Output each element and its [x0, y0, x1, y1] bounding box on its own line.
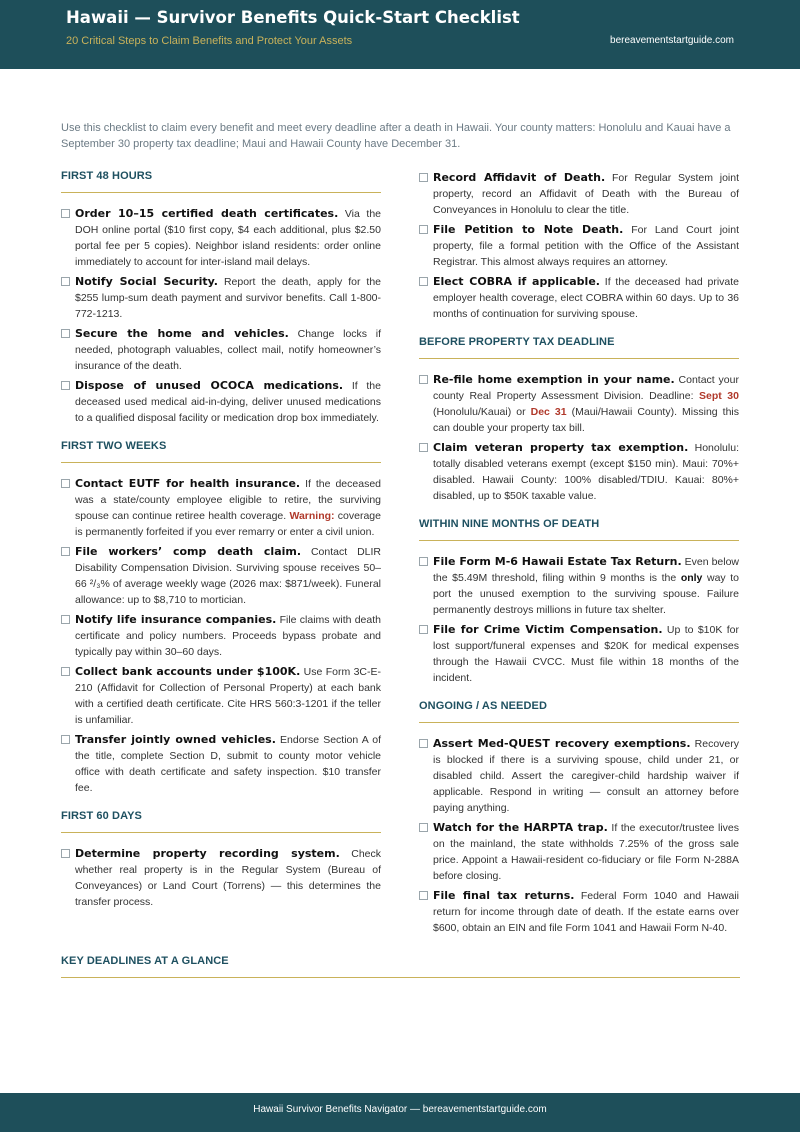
- section-heading-nine-months: WITHIN NINE MONTHS OF DEATH: [419, 518, 739, 541]
- item-text: [75, 378, 381, 426]
- item-text: [433, 170, 739, 218]
- checklist-item[interactable]: [419, 274, 739, 322]
- item-body: Report the death, apply for the $255 lump-sum death payment and survivor benefits. Call 1-800-772-1213.: [75, 276, 382, 320]
- section-heading-key-deadlines: KEY DEADLINES AT A GLANCE: [61, 955, 740, 978]
- item-body-after: (Maui/Hawaii County). Missing this can double your property tax bill.: [433, 406, 739, 434]
- checklist-item[interactable]: [61, 326, 381, 374]
- item-body: Contact DLIR Disability Compensation Division. Surviving spouse receives 50–66 ²/₃% of average weekly wage (2026 max: $871/week). Funeral allowance: up to $8,710 to mortician.: [75, 546, 382, 606]
- checkbox[interactable]: [419, 277, 428, 286]
- item-body: If the deceased was a state/county employee eligible to retire, the surviving spouse can continue retiree health coverage.: [75, 478, 381, 522]
- section-heading-ongoing: ONGOING / AS NEEDED: [419, 700, 739, 723]
- item-body-after: coverage is permanently forfeited if you ever remarry or enter a civil union.: [75, 510, 381, 538]
- item-text: [433, 736, 739, 816]
- item-text: [75, 732, 381, 796]
- checklist-item[interactable]: [61, 732, 381, 796]
- item-lead: Dispose of unused OCOCA medications.: [75, 379, 344, 392]
- section-heading-first-60-days: FIRST 60 DAYS: [61, 810, 381, 833]
- item-lead: Notify Social Security.: [75, 275, 218, 288]
- item-lead: Assert Med-QUEST recovery exemptions.: [433, 737, 691, 750]
- item-body: For Land Court joint property, file a formal petition with the Office of the Assistant Registrar. This almost always requires an attorney.: [433, 224, 739, 268]
- checklist-item[interactable]: [419, 222, 739, 270]
- item-body: Change locks if needed, photograph valuables, collect mail, notify homeowner’s insurance of the death.: [75, 328, 382, 372]
- item-text: [433, 222, 739, 270]
- checklist-item[interactable]: [419, 372, 739, 436]
- intro-text: Use this checklist to claim every benefit and meet every deadline after a death in Hawaii. Your county matters: Honolulu and Kauai have a September 30 property tax deadline; Maui and Hawaii County have December 31.: [61, 122, 731, 150]
- deadline-dec-31: Dec 31: [530, 406, 567, 418]
- item-body: For Regular System joint property, record an Affidavit of Death with the Bureau of Conveyances in Honolulu to clear the title.: [433, 172, 739, 216]
- site-url: bereavementstartguide.com: [610, 35, 734, 46]
- item-lead: Determine property recording system.: [75, 847, 340, 860]
- item-lead: Record Affidavit of Death.: [433, 171, 606, 184]
- checklist-item[interactable]: [419, 888, 739, 936]
- checklist-item[interactable]: [419, 622, 739, 686]
- item-body: Use Form 3C-E-210 (Affidavit for Collection of Personal Property) at each bank with a certified death certificate. Cite HRS 560:3-1201 if the teller is unfamiliar.: [75, 666, 381, 726]
- item-lead: Notify life insurance companies.: [75, 613, 277, 626]
- section-heading-first-two-weeks: FIRST TWO WEEKS: [61, 440, 381, 463]
- checklist-item[interactable]: [61, 612, 381, 660]
- page-subtitle: 20 Critical Steps to Claim Benefits and Protect Your Assets: [66, 35, 353, 47]
- item-text: [433, 274, 739, 322]
- page-title: Hawaii — Survivor Benefits Quick-Start Checklist: [66, 8, 520, 27]
- item-lead: Collect bank accounts under $100K.: [75, 665, 301, 678]
- section-heading-first-48-hours: FIRST 48 HOURS: [61, 170, 381, 193]
- item-body: If the deceased used medical aid-in-dying, deliver unused medications to a qualified disposal facility or medication drop box immediately.: [75, 380, 381, 424]
- item-body: Endorse Section A of the title, complete Section D, submit to county motor vehicle office with death certificate and safety inspection. $10 transfer fee.: [75, 734, 382, 794]
- item-lead: File for Crime Victim Compensation.: [433, 623, 663, 636]
- item-lead: Secure the home and vehicles.: [75, 327, 289, 340]
- checklist-item[interactable]: [61, 378, 381, 426]
- item-lead: File Petition to Note Death.: [433, 223, 624, 236]
- deadline-sept-30: Sept 30: [699, 390, 739, 402]
- item-lead: Contact EUTF for health insurance.: [75, 477, 301, 490]
- item-body: File claims with death certificate and policy numbers. Proceeds bypass probate and typically pay within 30–60 days.: [75, 614, 381, 658]
- item-text: [75, 846, 381, 910]
- item-body: Federal Form 1040 and Hawaii return for income through date of death. If the estate earns over $600, obtain an EIN and file Form 1041 and Hawaii Form N-40.: [433, 890, 739, 934]
- checklist-item[interactable]: [419, 170, 739, 218]
- item-text: [433, 440, 739, 504]
- item-lead: Order 10–15 certified death certificates.: [75, 207, 339, 220]
- item-body-mid: (Honolulu/Kauai) or: [433, 406, 526, 418]
- checkbox[interactable]: [61, 615, 70, 624]
- checkbox[interactable]: [419, 625, 428, 634]
- checkbox[interactable]: [419, 823, 428, 832]
- checklist-item[interactable]: [419, 820, 739, 884]
- item-body: Up to $10K for lost support/funeral expenses and $20K for medical expenses through the Hawaii CVCC. Must file within 18 months of the incident.: [433, 624, 739, 684]
- checkbox[interactable]: [419, 443, 428, 452]
- item-body-after: way to port the unused exemption to the surviving spouse. Failure permanently destroys millions in future tax shelter.: [433, 572, 739, 616]
- item-body: Contact your county Real Property Assessment Division. Deadline:: [433, 374, 739, 402]
- item-lead: Elect COBRA if applicable.: [433, 275, 600, 288]
- item-text: [433, 888, 739, 936]
- checkbox[interactable]: [61, 547, 70, 556]
- left-column: [61, 170, 381, 914]
- checkbox[interactable]: [61, 209, 70, 218]
- checkbox[interactable]: [61, 381, 70, 390]
- checkbox[interactable]: [419, 225, 428, 234]
- item-body: Honolulu: totally disabled veterans exempt (except $150 min). Maui: 70%+ disabled. Hawaii County: 100% disabled/TDIU. Kauai: 80%+ disabled, up to $50K taxable value.: [433, 442, 739, 502]
- page-header: [0, 0, 800, 69]
- item-lead: Transfer jointly owned vehicles.: [75, 733, 276, 746]
- item-lead: Watch for the HARPTA trap.: [433, 821, 608, 834]
- item-text: [433, 554, 739, 618]
- item-text: [433, 820, 739, 884]
- section-heading-property-tax: BEFORE PROPERTY TAX DEADLINE: [419, 336, 739, 359]
- checkbox[interactable]: [419, 173, 428, 182]
- checkbox[interactable]: [61, 849, 70, 858]
- checklist-item[interactable]: [419, 440, 739, 504]
- item-lead: Claim veteran property tax exemption.: [433, 441, 689, 454]
- checklist-item[interactable]: [419, 736, 739, 816]
- item-body: Check whether real property is in the Regular System (Bureau of Conveyances) or Land Court (Torrens) — this determines the transfer process.: [75, 848, 382, 908]
- checklist-item[interactable]: [61, 206, 381, 270]
- right-column: [419, 170, 739, 940]
- item-body: Recovery is blocked if there is a surviving spouse, child under 21, or disabled child. Assert the caregiver-child hardship waiver if applicable. Respond in writing — consult an attorney before paying anything.: [433, 738, 740, 814]
- page-footer: Hawaii Survivor Benefits Navigator — bereavementstartguide.com: [0, 1093, 800, 1132]
- item-text: [75, 274, 381, 322]
- checkbox[interactable]: [419, 739, 428, 748]
- item-lead: File Form M-6 Hawaii Estate Tax Return.: [433, 555, 682, 568]
- emphasis-only: only: [680, 572, 703, 584]
- checkbox[interactable]: [419, 891, 428, 900]
- item-body: Via the DOH online portal ($10 first copy, $4 each additional, plus $2.50 portal fee per 5 copies). Neighbor island residents: order online immediately to account for inter-island mail delays.: [75, 208, 382, 268]
- checkbox[interactable]: [419, 557, 428, 566]
- item-text: [433, 622, 739, 686]
- item-lead: File workers’ comp death claim.: [75, 545, 302, 558]
- item-text: [75, 206, 381, 270]
- checkbox[interactable]: [61, 735, 70, 744]
- item-text: [433, 372, 739, 436]
- checklist-item[interactable]: [61, 846, 381, 910]
- warning-label: Warning:: [289, 510, 335, 522]
- item-text: [75, 476, 381, 540]
- checklist-item[interactable]: [61, 664, 381, 728]
- item-text: [75, 612, 381, 660]
- item-lead: Re-file home exemption in your name.: [433, 373, 675, 386]
- checklist-item[interactable]: [61, 274, 381, 322]
- checklist-item[interactable]: [419, 554, 739, 618]
- item-body: If the deceased had private employer health coverage, elect COBRA within 60 days. Up to 36 months of continuation for surviving spouse.: [433, 276, 739, 320]
- item-text: [75, 544, 381, 608]
- checkbox[interactable]: [61, 277, 70, 286]
- item-body: If the executor/trustee lives on the mainland, the state withholds 7.25% of the gross sale price. Appoint a Hawaii-resident co-fiduciary or file Form N-288A before closing.: [433, 822, 740, 882]
- item-text: [75, 326, 381, 374]
- checklist-item[interactable]: [61, 476, 381, 540]
- checkbox[interactable]: [61, 329, 70, 338]
- item-body: Even below the $5.49M threshold, filing within 9 months is the: [433, 556, 739, 584]
- checklist-item[interactable]: [61, 544, 381, 608]
- checkbox[interactable]: [61, 667, 70, 676]
- item-text: [75, 664, 381, 728]
- item-lead: File final tax returns.: [433, 889, 575, 902]
- checkbox[interactable]: [61, 479, 70, 488]
- key-deadlines-section: [61, 955, 740, 991]
- checkbox[interactable]: [419, 375, 428, 384]
